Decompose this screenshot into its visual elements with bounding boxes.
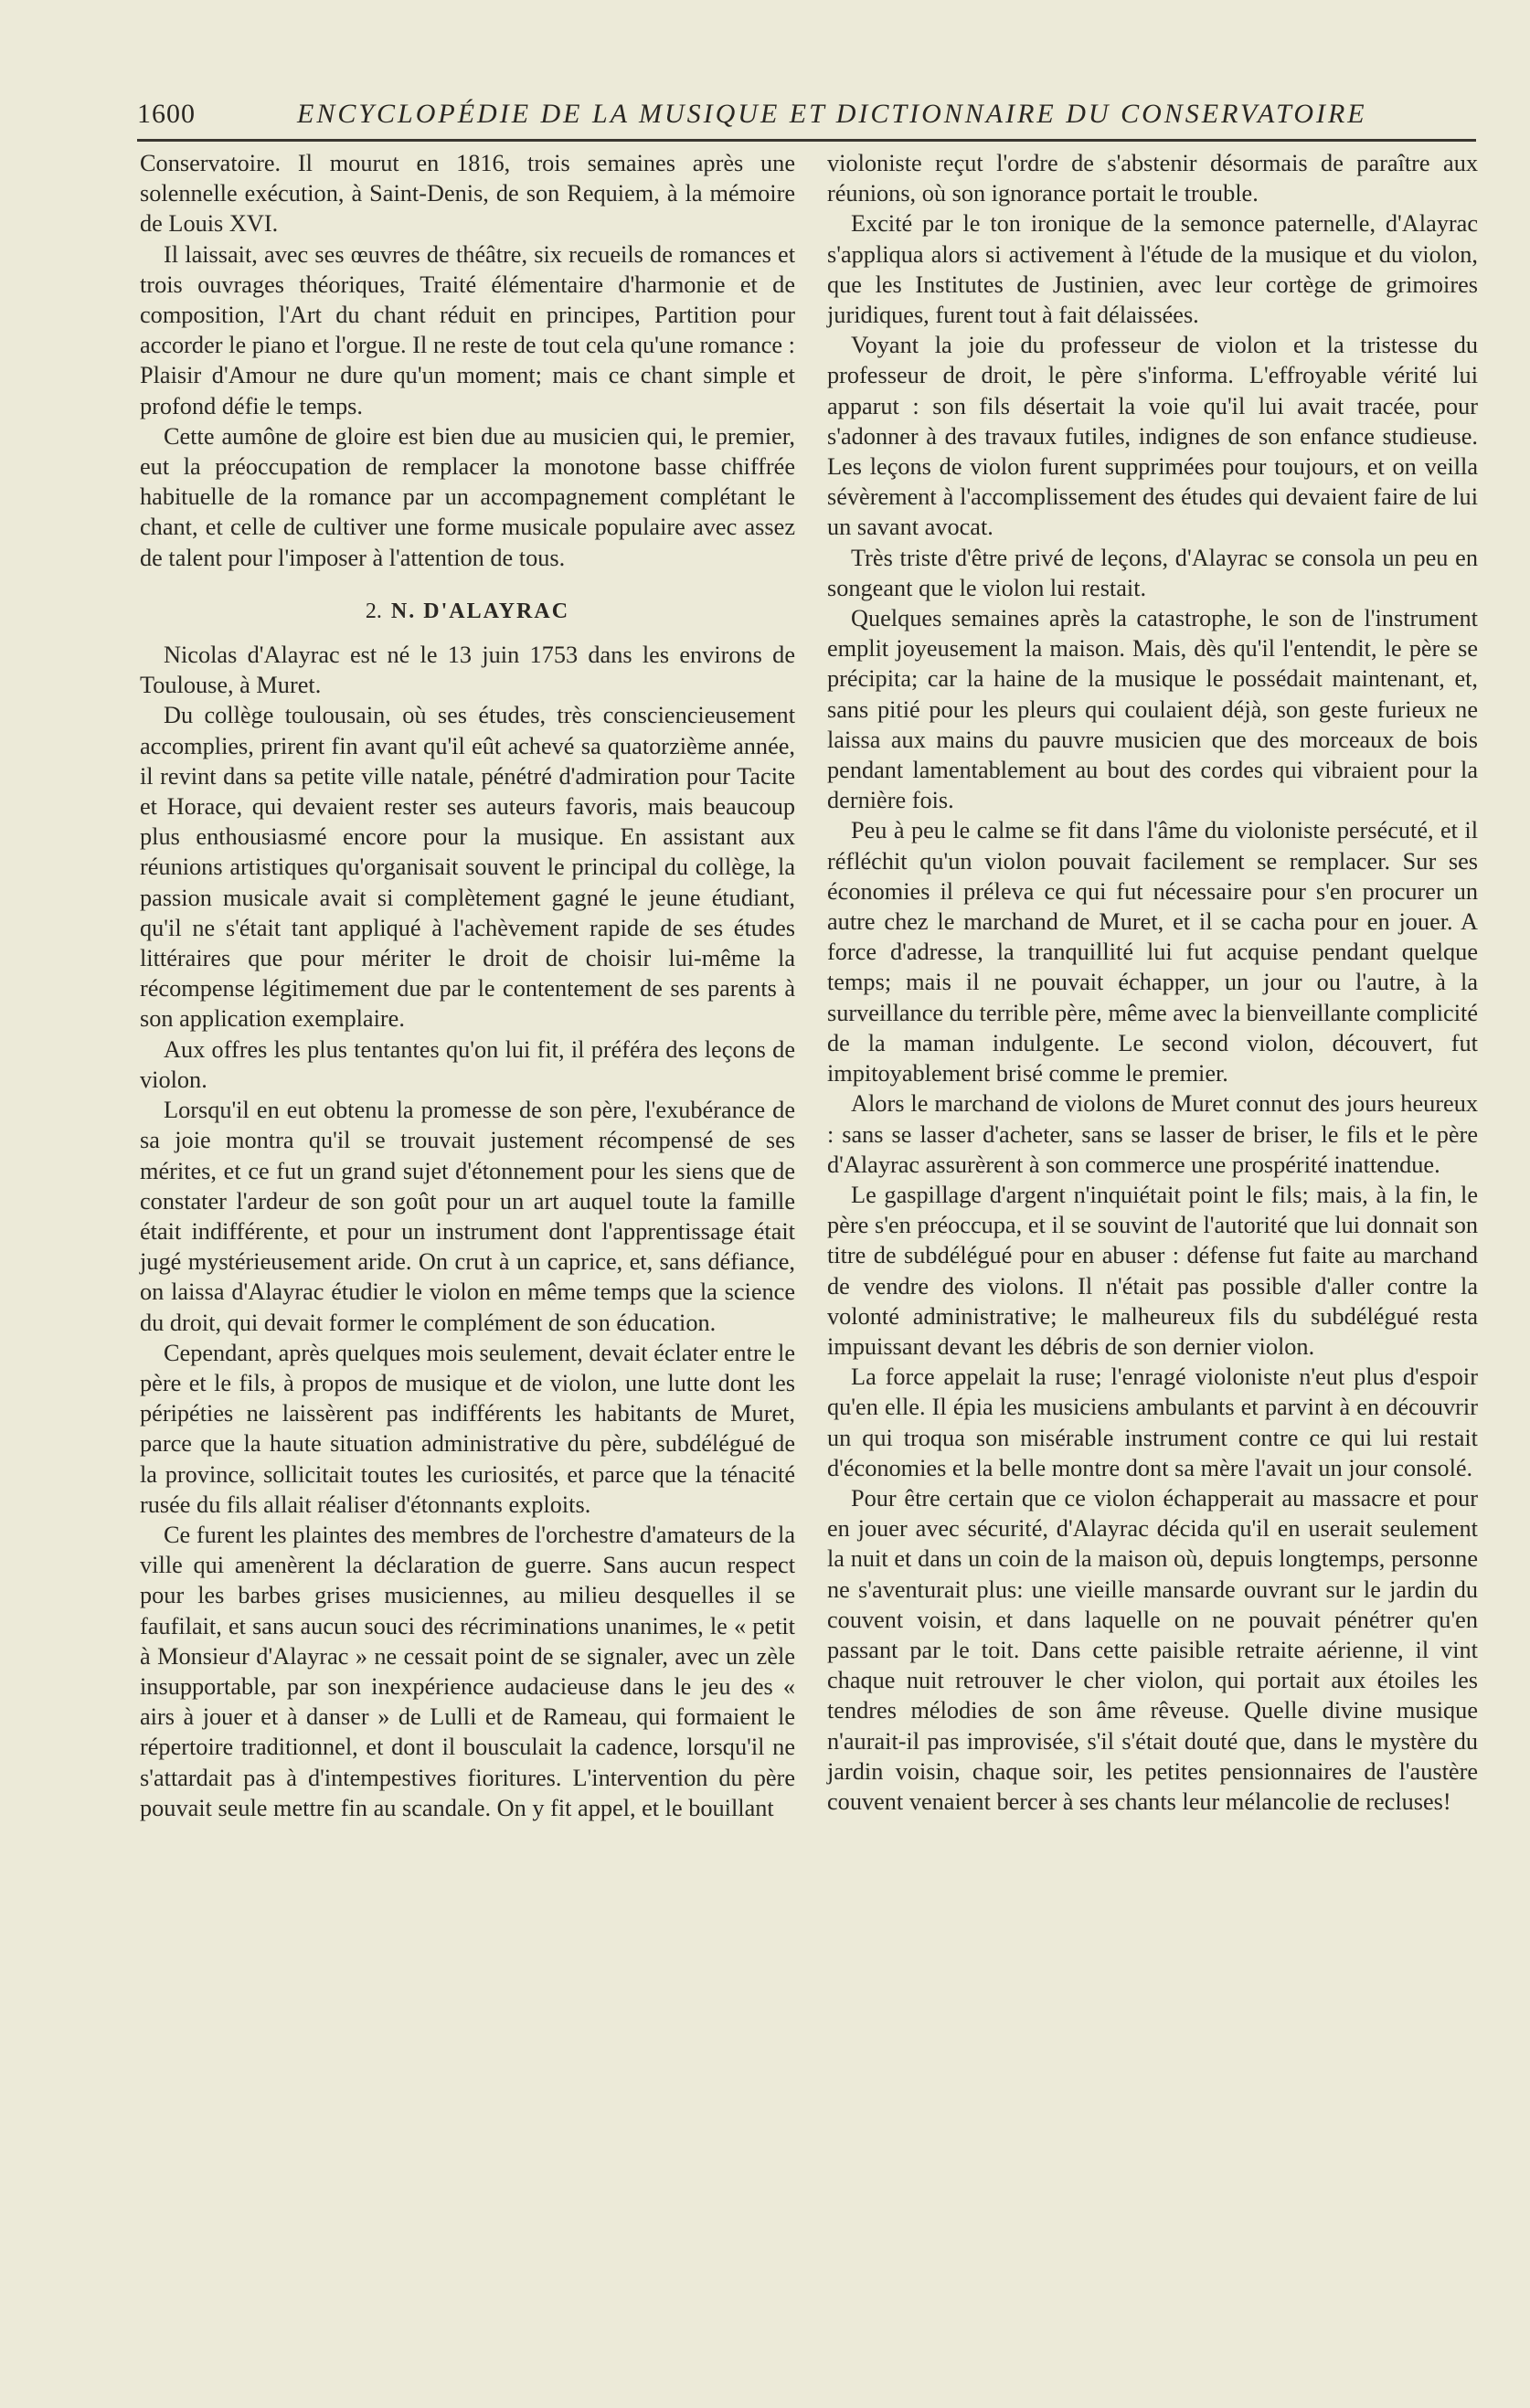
section-number: 2. [365,599,382,623]
paragraph: Du collège toulousain, où ses études, très consciencieusement accomplies, prirent fin avant qu'il eût achevé sa quatorzième année, il revint dans sa petite ville natale, pénétré d'admiration pour Tacite et Horace, qui devaient rester ses auteurs favoris, mais beaucoup plus enthousiasmé encore pour la musique. En assistant aux réunions artistiques qu'organisait souvent le principal du collège, la passion musicale avait si complètement gagné le jeune étudiant, qu'il ne s'était tant appliqué à l'achèvement rapide de ses études littéraires que pour mériter le droit de choisir lui-même la récompense légitimement due par le contentement de ses parents à son application exemplaire. [140,702,795,1033]
running-header [137,99,1476,142]
paragraph: Cependant, après quelques mois seulement, devait éclater entre le père et le fils, à propos de musique et de violon, une lutte dont les péripéties ne laissèrent pas indifférents les habitants de Muret, parce que la haute situation administrative du père, subdélégué de la province, sollicitait toutes les curiosités, et parce que la ténacité rusée du fils allait réaliser d'étonnants exploits. [140,1339,795,1518]
paragraph: Nicolas d'Alayrac est né le 13 juin 1753 dans les environs de Toulouse, à Muret. [140,642,795,699]
paragraph: Quelques semaines après la catastrophe, le son de l'instrument emplit joyeusement la maison. Mais, dès qu'il l'entendit, le père se précipita; car la haine de la musique le possédait maintenant, et, sans pitié pour les pleurs qui coulaient déjà, son geste furieux ne laissa aux mains du pauvre musicien que des morceaux de bois pendant lamentablement au bout des cordes qui vibraient pour la dernière fois. [827,605,1478,814]
paragraph: Peu à peu le calme se fit dans l'âme du violoniste persécuté, et il réfléchit qu'un violon pouvait facilement se remplacer. Sur ses économies il préleva ce qui fut nécessaire pour s'en procurer un autre chez le marchand de Muret, et il se cacha pour en jouer. A force d'adresse, la tranquillité lui fut acquise pendant quelque temps; mais il ne pouvait échapper, un jour ou l'autre, à la surveillance du terrible père, même avec la bienveillante complicité de la maman indulgente. Le second violon, découvert, fut impitoyablement brisé comme le premier. [827,817,1478,1087]
paragraph: La force appelait la ruse; l'enragé violoniste n'eut plus d'espoir qu'en elle. Il épia les musiciens ambulants et parvint à en découvrir un qui troqua son misérable instrument contre ce qui lui restait d'économies et la belle montre dont sa mère l'avait un jour consolé. [827,1363,1478,1481]
section-title: N. D'ALAYRAC [390,599,570,623]
paragraph: Lorsqu'il en eut obtenu la promesse de son père, l'exubérance de sa joie montra qu'il se trouvait justement récompensé de ses mérites, et ce fut un grand sujet d'étonnement pour les siens que de constater l'ardeur de son goût pour un art auquel toute la famille était indifférente, et pour un instrument dont l'apprentissage était jugé mystérieusement aride. On crut à un caprice, et, sans défiance, on laissa d'Alayrac étudier le violon en même temps que la science du droit, qui devait former le complément de son éducation. [140,1097,795,1336]
paragraph: Aux offres les plus tentantes qu'on lui fit, il préféra des leçons de violon. [140,1035,795,1093]
paragraph: Ce furent les plaintes des membres de l'orchestre d'amateurs de la ville qui amenèrent la déclaration de guerre. Sans aucun respect pour les barbes grises musiciennes, au milieu desquelles il se faufilait, et sans aucun souci des récriminations unanimes, le « petit à Monsieur d'Alayrac » ne cessait point de se signaler, avec un zèle insupportable, par son inexpérience audacieuse dans le jeu des « airs à jouer et à danser » de Lulli et de Rameau, qui formaient le répertoire traditionnel, et dont il bousculait la cadence, lorsqu'il ne s'attardait pas à d'intempestives fioritures. L'intervention du père pouvait seule mettre fin au scandale. On y fit appel, et le bouillant [140,1521,795,1821]
section-heading [140,597,795,627]
paragraph: violoniste reçut l'ordre de s'abstenir désormais de paraître aux réunions, où son ignorance portait le trouble. [827,150,1478,207]
paragraph: Pour être certain que ce violon échapperait au massacre et pour en jouer avec sécurité, d'Alayrac décida qu'il en userait seulement la nuit et dans un coin de la maison où, depuis longtemps, personne ne s'aventurait plus: une vieille mansarde ouvrant sur le jardin du couvent voisin, et dans laquelle on ne pouvait pénétrer qu'en passant par le toit. Dans cette paisible retraite aérienne, il vint chaque nuit retrouver le cher violon, qui portait aux étoiles les tendres mélodies de son âme rêveuse. Quelle divine musique n'aurait-il pas improvisée, s'il s'était douté que, dans le mystère du jardin voisin, chaque soir, les petites pensionnaires de l'austère couvent venaient bercer à ses chants leur mélancolie de recluses! [827,1484,1478,1815]
paragraph: Il laissait, avec ses œuvres de théâtre, six recueils de romances et trois ouvrages théoriques, Traité élémentaire d'harmonie et de composition, l'Art du chant réduit en principes, Partition pour accorder le piano et l'orgue. Il ne reste de tout cela qu'une romance : Plaisir d'Amour ne dure qu'un moment; mais ce chant simple et profond défie le temps. [140,240,795,419]
paragraph: Le gaspillage d'argent n'inquiétait point le fils; mais, à la fin, le père s'en préoccupa, et il se souvint de l'autorité que lui donnait son titre de subdélégué pour en abuser : défense fut faite au marchand de vendre des violons. Il n'était pas possible d'aller contre la volonté administrative; le malheureux fils du subdélégué resta impuissant devant les débris de son dernier violon. [827,1181,1478,1360]
paragraph: Alors le marchand de violons de Muret connut des jours heureux : sans se lasser d'acheter, sans se lasser de briser, le fils et le père d'Alayrac assurèrent à son commerce une prospérité inattendue. [827,1090,1478,1178]
paragraph: Voyant la joie du professeur de violon et la tristesse du professeur de droit, le père s'informa. L'effroyable vérité lui apparut : son fils désertait la voie qu'il lui avait tracée, pour s'adonner à des travaux futiles, indignes de son enfance studieuse. Les leçons de violon furent supprimées pour toujours, et on veilla sévèrement à l'accomplissement des études qui devaient faire de lui un savant avocat. [827,332,1478,541]
paragraph: Très triste d'être privé de leçons, d'Alayrac se consola un peu en songeant que le violon lui restait. [827,544,1478,601]
paragraph: Excité par le ton ironique de la semonce paternelle, d'Alayrac s'appliqua alors si activement à l'étude de la musique et du violon, que les Institutes de Justinien, avec leur cortège de grimoires juridiques, furent tout à fait délaissées. [827,210,1478,329]
running-title: ENCYCLOPÉDIE DE LA MUSIQUE ET DICTIONNAIRE DU CONSERVATOIRE [297,99,1367,129]
paragraph: Conservatoire. Il mourut en 1816, trois semaines après une solennelle exécution, à Saint-Denis, de son Requiem, à la mémoire de Louis XVI. [140,150,795,238]
page-number: 1600 [137,99,196,129]
left-column [140,148,795,1823]
paragraph: Cette aumône de gloire est bien due au musicien qui, le premier, eut la préoccupation de remplacer la monotone basse chiffrée habituelle de la romance par un accompagnement complétant le chant, et celle de cultiver une forme musicale populaire avec assez de talent pour l'imposer à l'attention de tous. [140,422,795,571]
right-column [827,148,1478,1817]
